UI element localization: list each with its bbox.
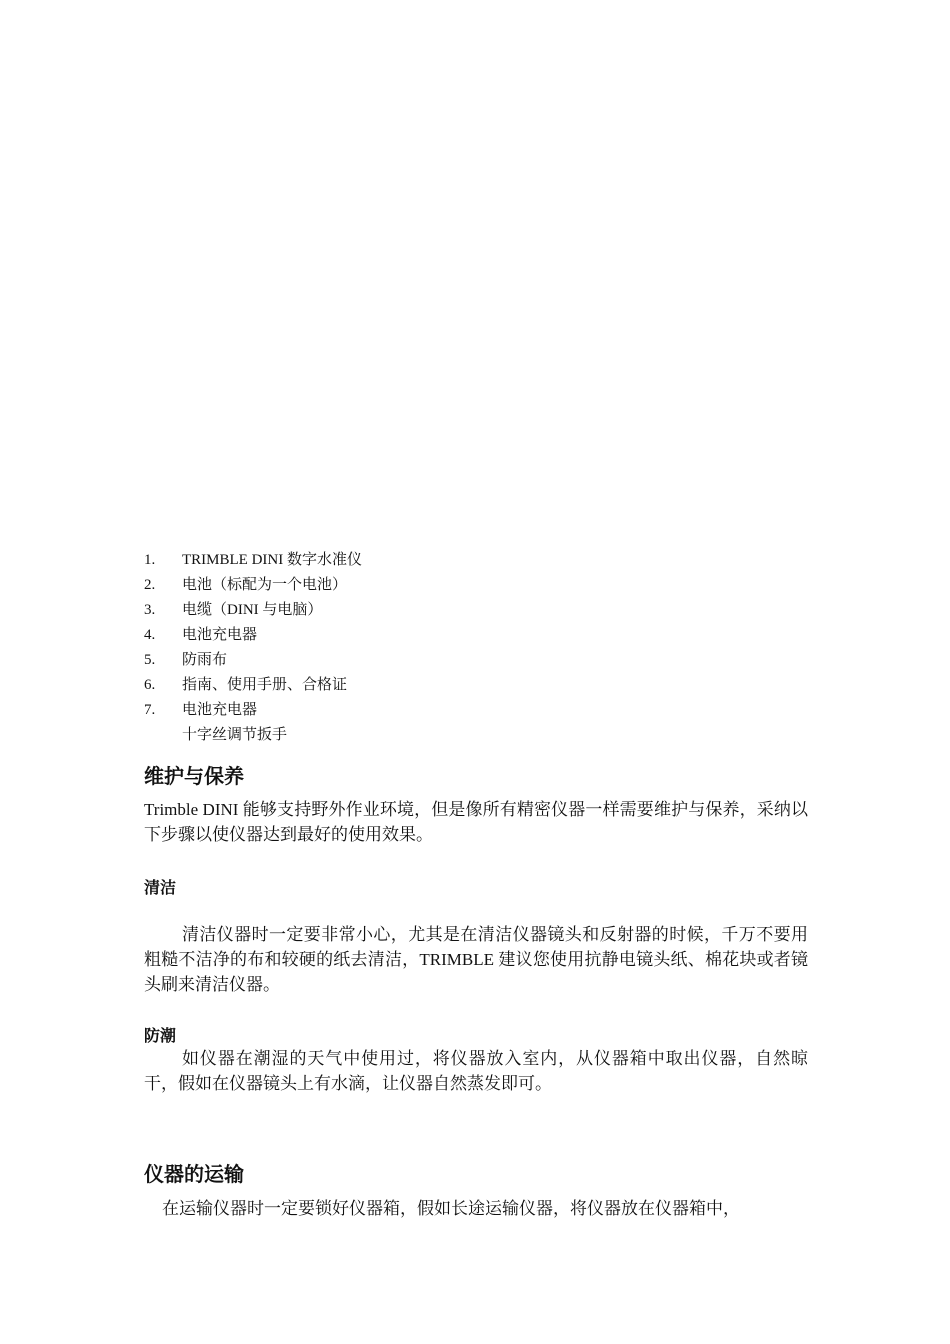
accessories-list — [144, 548, 362, 748]
list-item — [144, 648, 362, 673]
list-item — [144, 598, 362, 623]
list-number: 4. — [144, 627, 156, 643]
list-label: 电池充电器 — [182, 702, 258, 718]
transport-text: 在运输仪器时一定要锁好仪器箱，假如长途运输仪器，将仪器放在仪器箱中， — [162, 1199, 740, 1218]
list-item — [144, 623, 362, 648]
cleaning-text: 清洁仪器时一定要非常小心，尤其是在清洁仪器镜头和反射器的时候，千万不要用粗糙不洁净的布和较硬的纸去清洁，TRIMBLE 建议您使用抗静电镜头纸、棉花块或者镜头刷来清洁仪器。 — [144, 925, 808, 994]
list-extra-item: 十字丝调节扳手 — [182, 727, 288, 743]
list-item — [144, 548, 362, 573]
maintenance-heading: 维护与保养 — [144, 764, 244, 788]
list-number: 3. — [144, 602, 156, 618]
list-label: 电池（标配为一个电池） — [182, 577, 348, 593]
list-label: 电缆（DINI 与电脑） — [182, 602, 323, 618]
list-label: 指南、使用手册、合格证 — [182, 677, 348, 693]
list-label: TRIMBLE DINI 数字水准仪 — [182, 552, 362, 568]
moisture-heading: 防潮 — [144, 1026, 177, 1045]
moisture-text: 如仪器在潮湿的天气中使用过，将仪器放入室内，从仪器箱中取出仪器，自然晾干，假如在仪器镜头上有水滴，让仪器自然蒸发即可。 — [144, 1049, 808, 1093]
list-item — [144, 573, 362, 598]
list-number: 6. — [144, 677, 156, 693]
maintenance-intro: Trimble DINI 能够支持野外作业环境，但是像所有精密仪器一样需要维护与保养，采纳以下步骤以使仪器达到最好的使用效果。 — [144, 800, 808, 844]
list-item — [144, 698, 362, 723]
list-label: 防雨布 — [182, 652, 228, 668]
list-label: 电池充电器 — [182, 627, 258, 643]
transport-heading: 仪器的运输 — [144, 1162, 244, 1186]
list-item — [144, 673, 362, 698]
list-number: 2. — [144, 577, 156, 593]
cleaning-heading: 清洁 — [144, 878, 177, 897]
list-number: 7. — [144, 702, 156, 718]
list-number: 5. — [144, 652, 156, 668]
list-number: 1. — [144, 552, 156, 568]
